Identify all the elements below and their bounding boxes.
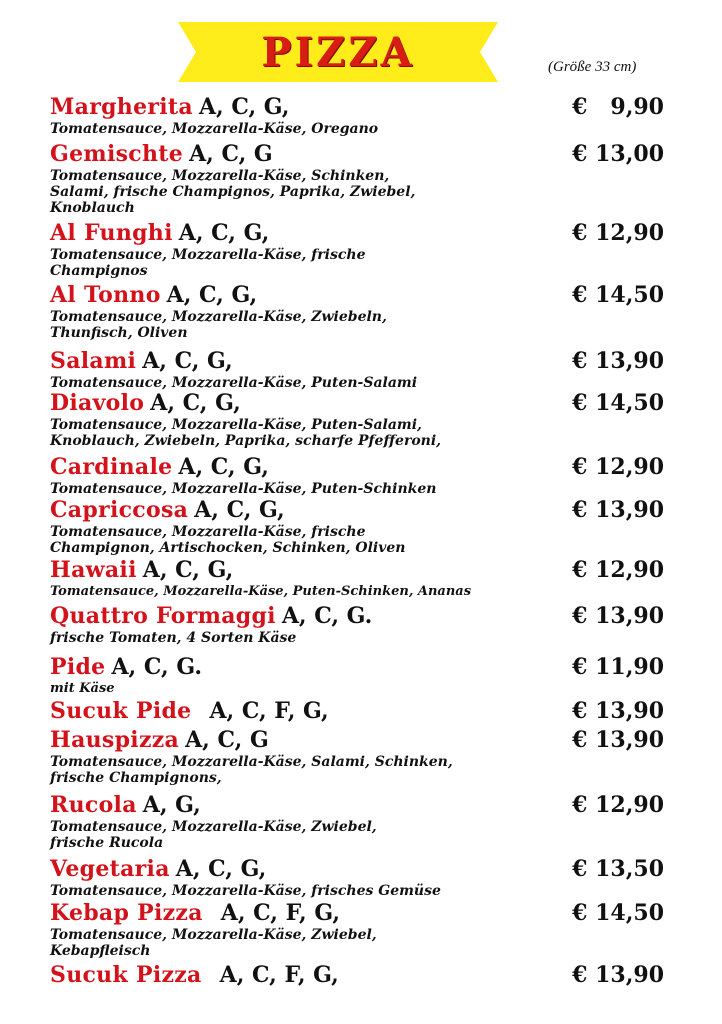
- item-price: € 12,90: [572, 557, 664, 583]
- item-price: € 14,50: [572, 282, 664, 308]
- item-description: Tomatensauce, Mozzarella-Käse, Puten-Schinken, Ananas: [50, 584, 472, 599]
- item-price: € 13,90: [572, 603, 664, 629]
- item-allergens: A, C, G,: [198, 94, 290, 120]
- item-allergens: A, C, G,: [150, 390, 241, 416]
- item-price: € 12,90: [572, 454, 664, 480]
- item-allergens: A, C, F, G,: [209, 698, 329, 724]
- item-description: Tomatensauce, Mozzarella-Käse, Zwiebeln, Thunfisch, Oliven: [50, 309, 387, 341]
- menu-item: [50, 141, 670, 216]
- item-name: Al Tonno: [50, 282, 161, 308]
- item-name: Gemischte: [50, 141, 184, 167]
- item-allergens: A, C, G.: [111, 654, 202, 680]
- item-name: Kebap Pizza: [50, 900, 203, 926]
- item-price: € 13,90: [572, 698, 664, 724]
- item-description: Tomatensauce, Mozzarella-Käse, Oregano: [50, 121, 379, 137]
- item-price: € 14,50: [572, 390, 664, 416]
- item-description: Tomatensauce, Mozzarella-Käse, Puten-Salami: [50, 375, 418, 391]
- item-name: Salami: [50, 348, 137, 374]
- item-description: Tomatensauce, Mozzarella-Käse, Puten-Schinken: [50, 481, 437, 497]
- menu-item: [50, 94, 670, 137]
- item-description: Tomatensauce, Mozzarella-Käse, Schinken, Salami, frische Champignos, Paprika, Zwiebel, Knoblauch: [50, 168, 416, 216]
- item-price: € 13,90: [572, 348, 664, 374]
- item-name: Rucola: [50, 792, 137, 818]
- item-price: € 13,90: [572, 497, 664, 523]
- item-allergens: A, C, F, G,: [220, 900, 340, 926]
- item-name: Capriccosa: [50, 497, 189, 523]
- item-name: Sucuk Pide: [50, 698, 192, 724]
- item-price: € 11,90: [572, 654, 664, 680]
- item-allergens: A, C, G,: [142, 348, 233, 374]
- item-price: € 13,90: [572, 962, 664, 988]
- item-description: mit Käse: [50, 681, 115, 696]
- item-price: € 13,90: [572, 727, 664, 753]
- item-name: Hauspizza: [50, 727, 180, 753]
- menu-item: [50, 390, 670, 449]
- item-price: € 9,90: [572, 94, 664, 120]
- item-name: Al Funghi: [50, 220, 173, 246]
- item-allergens: A, C, G,: [142, 557, 234, 583]
- item-description: Tomatensauce, Mozzarella-Käse, Zwiebel, Kebapfleisch: [50, 927, 377, 959]
- menu-item: [50, 792, 670, 851]
- menu-item: [50, 557, 670, 600]
- item-allergens: A, C, G,: [175, 856, 267, 882]
- item-price: € 13,50: [572, 856, 664, 882]
- item-name: Pide: [50, 654, 106, 680]
- menu-item: [50, 220, 670, 279]
- item-description: Tomatensauce, Mozzarella-Käse, Puten-Salami, Knoblauch, Zwiebeln, Paprika, scharfe Pfefferoni,: [50, 417, 442, 449]
- item-price: € 12,90: [572, 792, 664, 818]
- page-title: PIZZA: [261, 28, 415, 76]
- menu-item: [50, 900, 670, 959]
- menu-item: [50, 348, 670, 391]
- menu-item: [50, 603, 670, 646]
- menu-item: [50, 698, 670, 725]
- item-allergens: A, C, G,: [166, 282, 258, 308]
- item-name: Sucuk Pizza: [50, 962, 202, 988]
- item-price: € 12,90: [572, 220, 664, 246]
- item-allergens: A, C, G,: [194, 497, 285, 523]
- menu-item: [50, 282, 670, 341]
- item-allergens: A, C, G: [189, 141, 273, 167]
- item-allergens: A, C, F, G,: [219, 962, 339, 988]
- item-name: Quattro Formaggi: [50, 603, 276, 629]
- item-allergens: A, C, G,: [178, 220, 270, 246]
- item-description: Tomatensauce, Mozzarella-Käse, frische Champignon, Artischocken, Schinken, Oliven: [50, 524, 406, 556]
- item-name: Diavolo: [50, 390, 145, 416]
- menu-item: [50, 727, 670, 786]
- item-allergens: A, C, G: [185, 727, 269, 753]
- item-description: Tomatensauce, Mozzarella-Käse, Salami, Schinken, frische Champignons,: [50, 754, 453, 786]
- item-price: € 14,50: [572, 900, 664, 926]
- item-allergens: A, G,: [142, 792, 201, 818]
- item-price: € 13,00: [572, 141, 664, 167]
- item-description: Tomatensauce, Mozzarella-Käse, frisches Gemüse: [50, 883, 441, 899]
- menu-item: [50, 856, 670, 899]
- item-allergens: A, C, G,: [178, 454, 269, 480]
- size-note: (Größe 33 cm): [548, 59, 637, 75]
- menu-item: [50, 654, 670, 697]
- item-description: Tomatensauce, Mozzarella-Käse, Zwiebel, frische Rucola: [50, 819, 377, 851]
- item-name: Margherita: [50, 94, 193, 120]
- item-description: Tomatensauce, Mozzarella-Käse, frische Champignos: [50, 247, 366, 279]
- pizza-banner: [178, 20, 498, 84]
- menu-item: [50, 962, 670, 989]
- menu-item: [50, 454, 670, 497]
- item-name: Vegetaria: [50, 856, 170, 882]
- item-description: frische Tomaten, 4 Sorten Käse: [50, 630, 297, 646]
- item-allergens: A, C, G.: [281, 603, 373, 629]
- item-name: Cardinale: [50, 454, 173, 480]
- item-name: Hawaii: [50, 557, 137, 583]
- menu-item: [50, 497, 670, 556]
